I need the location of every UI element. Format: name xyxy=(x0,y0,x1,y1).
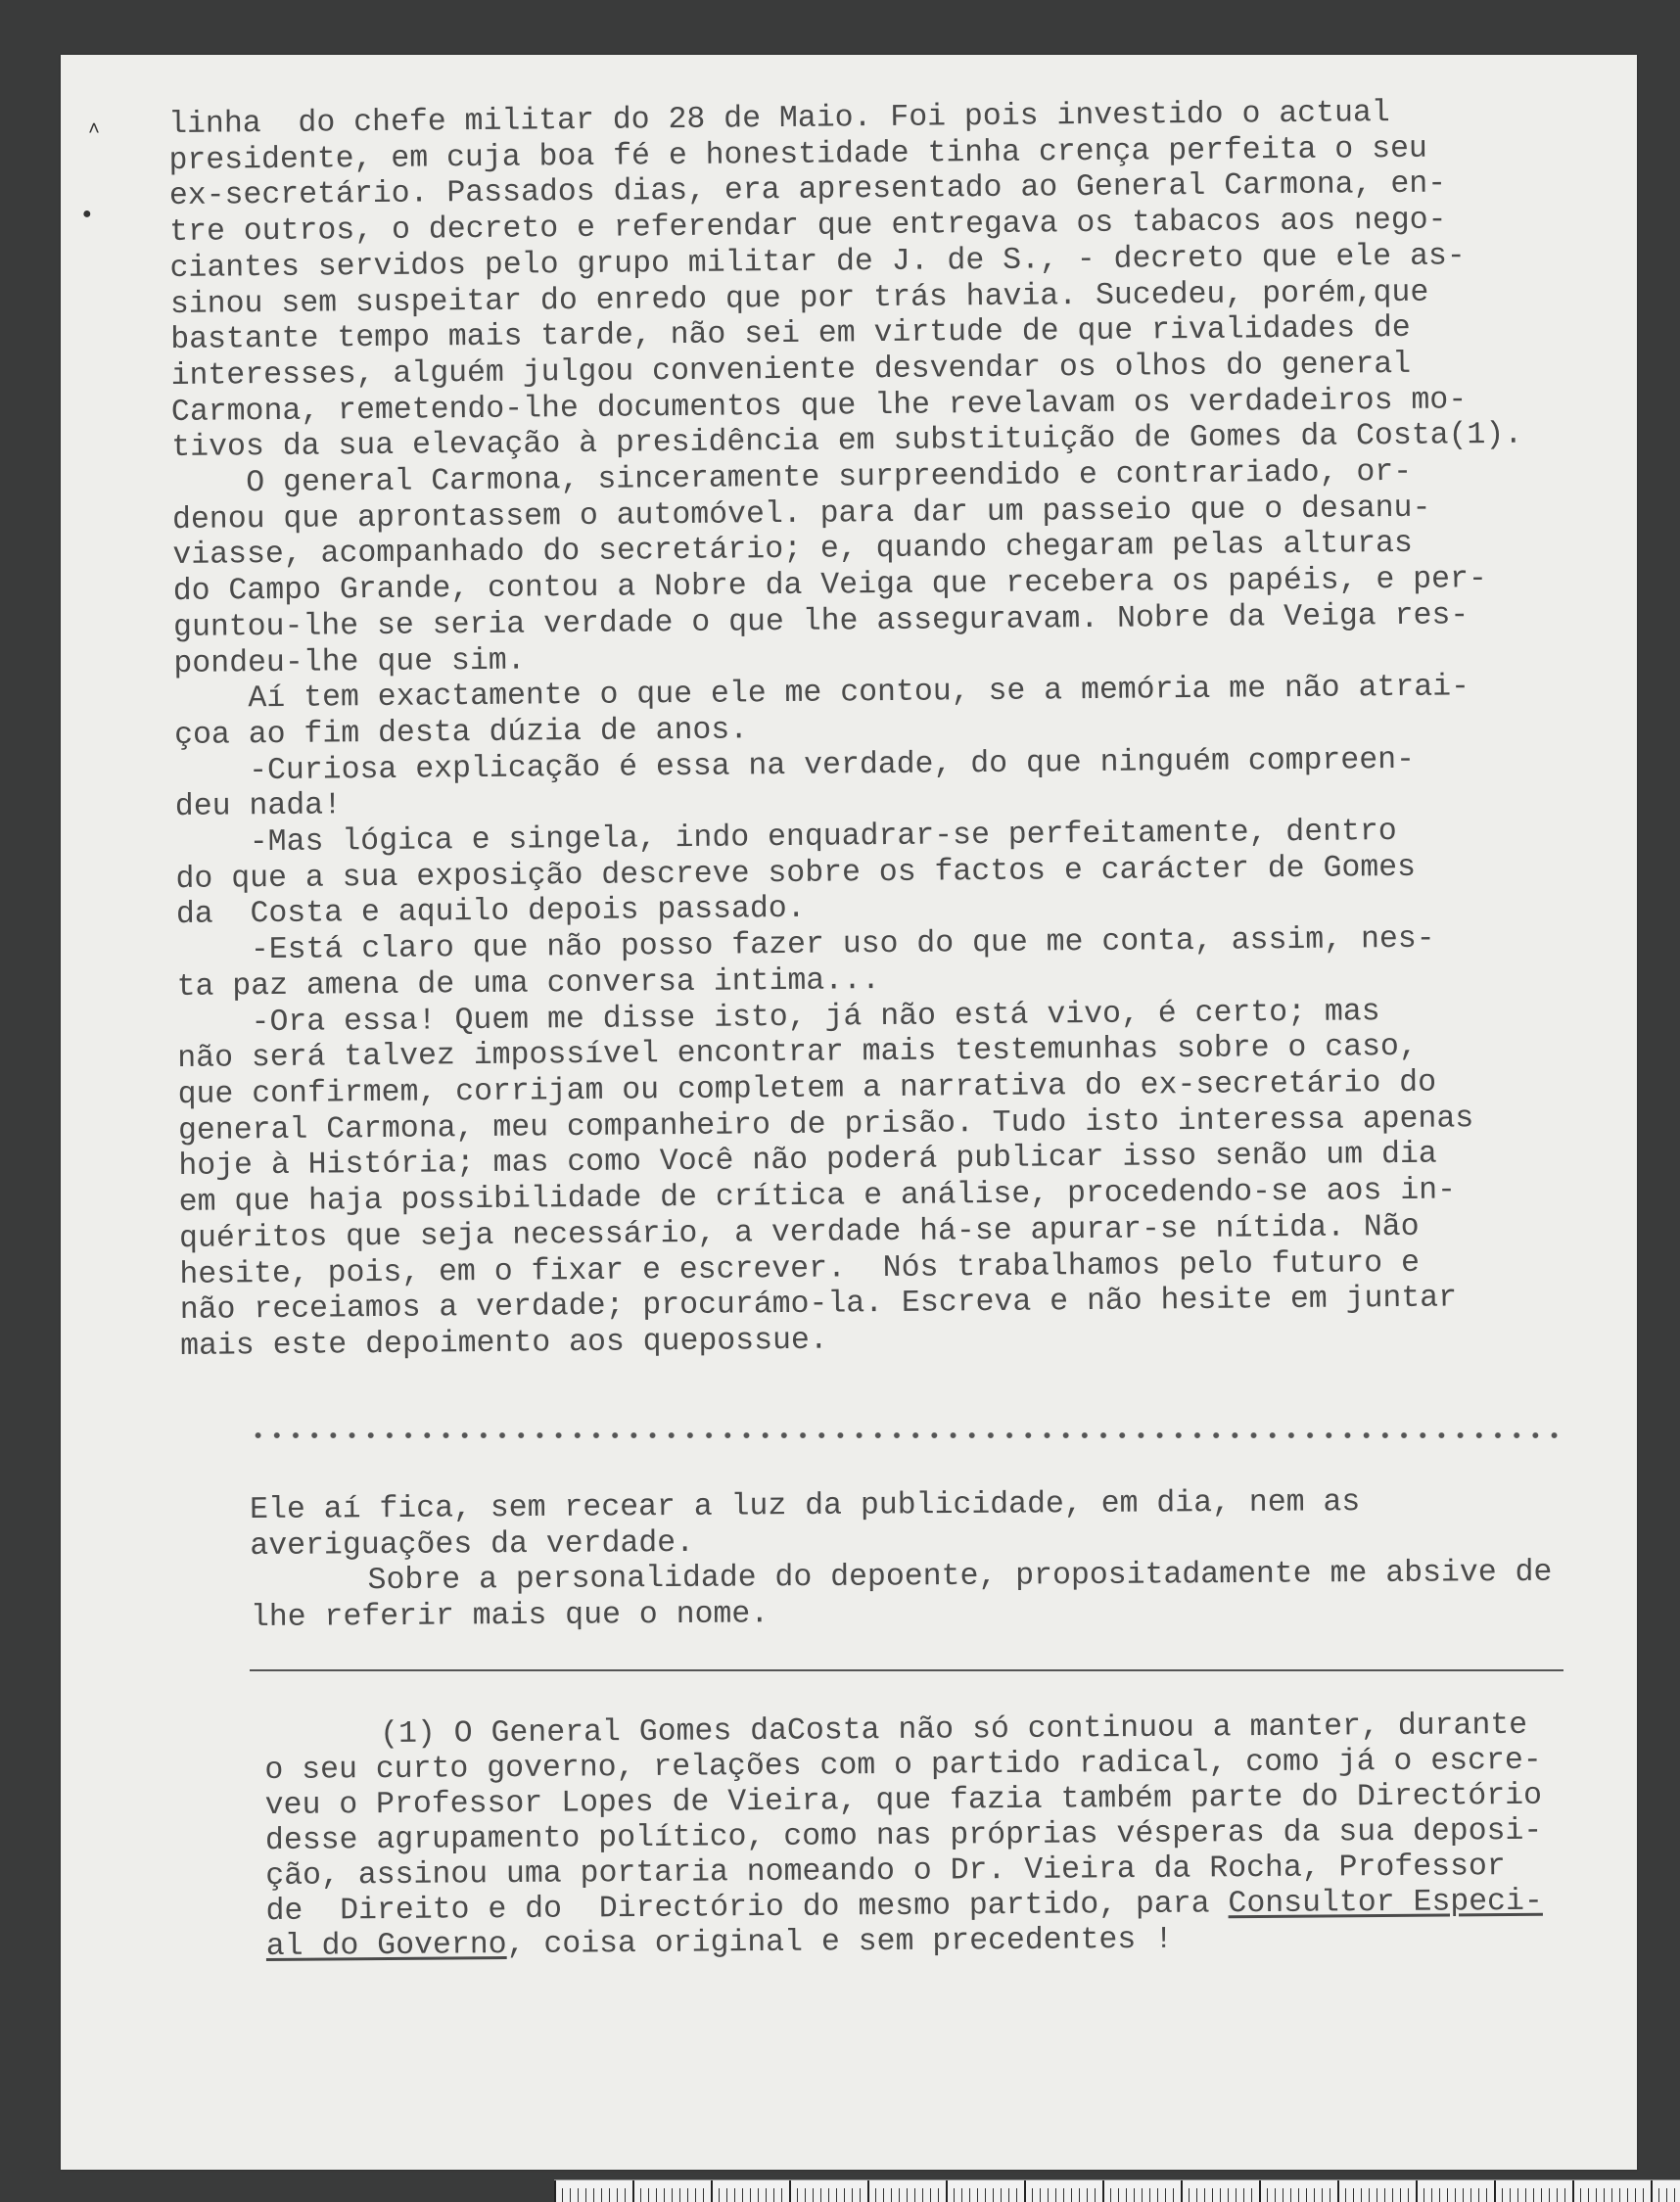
closing-line: Sobre a personalidade do depoente, propositadamente me absive de xyxy=(367,1556,1553,1599)
body-line: -Curiosa explicação é essa na verdade, do que ninguém compreen- xyxy=(174,742,1416,789)
footnote-text: de Direito e do Directório do mesmo partido, para xyxy=(265,1887,1229,1929)
body-line: em que haja possibilidade de crítica e análise, procedendo-se aos in- xyxy=(178,1173,1457,1221)
footnote xyxy=(264,1708,1637,1965)
body-line: ta paz amena de uma conversa intima... xyxy=(176,962,881,1005)
body-line: quéritos que seja necessário, a verdade há-se apurar-se nítida. Não xyxy=(178,1209,1420,1256)
body-line: Carmona, remetendo-lhe documentos que lhe revelavam os verdadeiros mo- xyxy=(170,382,1468,430)
body-line: çoa ao fim desta dúzia de anos. xyxy=(173,713,749,753)
body-line: deu nada! xyxy=(174,788,343,825)
closing-paragraph xyxy=(250,1483,1621,1637)
body-line: tre outros, o decreto e referendar que entregava os tabacos aos nego- xyxy=(169,203,1447,251)
footnote-rule xyxy=(250,1669,1563,1671)
body-text xyxy=(168,94,1590,1365)
body-line: ex-secretário. Passados dias, era apresentado ao General Carmona, en- xyxy=(168,166,1447,214)
body-line: Aí tem exactamente o que ele me contou, se a memória me não atrai- xyxy=(173,670,1470,718)
body-line: não receiamos a verdade; procurámo-la. Escreva e não hesite em juntar xyxy=(179,1281,1458,1329)
body-line: não será talvez impossível encontrar mais testemunhas sobre o caso, xyxy=(177,1030,1418,1077)
body-line: -Está claro que não posso fazer uso do que me conta, assim, nes- xyxy=(176,921,1435,969)
body-line: hoje à História; mas como Você não poderá publicar isso senão um dia xyxy=(178,1138,1437,1185)
closing-line: Ele aí fica, sem recear a luz da publicidade, em dia, nem as xyxy=(250,1485,1361,1527)
corner-mark: ˄ xyxy=(88,119,101,142)
dotted-separator xyxy=(249,1429,1561,1441)
body-line: O general Carmona, sinceramente surpreendido e contrariado, or- xyxy=(171,454,1413,502)
underlined-phrase: Consultor Especi- xyxy=(1228,1884,1543,1922)
body-line: bastante tempo mais tarde, não sei em virtude de que rivalidades de xyxy=(170,311,1411,358)
body-line: viasse, acompanhado do secretário; e, quando chegaram pelas alturas xyxy=(172,527,1414,574)
footnote-text: , coisa original e sem precedentes ! xyxy=(506,1922,1174,1963)
scale-ruler xyxy=(554,2179,1680,2202)
body-line: que confirmem, corrijam ou completem a narrativa do ex-secretário do xyxy=(177,1065,1437,1112)
closing-line: lhe referir mais que o nome. xyxy=(250,1597,770,1636)
body-line: presidente, em cuja boa fé e honestidade tinha crença perfeita o seu xyxy=(168,131,1428,178)
body-line: do Campo Grande, contou a Nobre da Veiga que recebera os papéis, e per- xyxy=(172,562,1487,610)
body-line: tivos da sua elevação à presidência em substituição de Gomes da Costa(1). xyxy=(171,418,1523,466)
closing-line: averiguações da verdade. xyxy=(250,1525,695,1564)
footnote-line: o seu curto governo, relações com o partido radical, como já o escre- xyxy=(264,1743,1542,1788)
body-line: sinou sem suspeitar do enredo que por trás havia. Sucedeu, porém,que xyxy=(169,275,1429,322)
body-line: interesses, alguém julgou conveniente desvendar os olhos do general xyxy=(170,347,1412,394)
footnote-line: desse agrupamento político, como nas próprias vésperas da sua deposi- xyxy=(264,1813,1543,1858)
body-line: linha do chefe militar do 28 de Maio. Foi pois investido o actual xyxy=(168,96,1390,142)
body-line: ciantes servidos pelo grupo militar de J. de S., - decreto que ele as- xyxy=(169,239,1466,286)
footnote-line: ção, assinou uma portaria nomeando o Dr. Vieira da Rocha, Professor xyxy=(265,1850,1506,1894)
margin-dot: ● xyxy=(82,206,92,223)
body-line: pondeu-lhe que sim. xyxy=(173,643,526,681)
body-line: do que a sua exposição descreve sobre os factos e carácter de Gomes xyxy=(175,850,1417,897)
underlined-phrase: al do Governo xyxy=(265,1928,507,1964)
footnote-line: (1) O General Gomes daCosta não só continuou a manter, durante xyxy=(379,1708,1528,1753)
body-line: denou que aprontassem o automóvel. para dar um passeio que o desanu- xyxy=(171,491,1431,538)
body-line: da Costa e aquilo depois passado. xyxy=(175,892,806,933)
body-line: guntou-lhe se seria verdade o que lhe asseguravam. Nobre da Veiga res- xyxy=(172,598,1470,645)
body-line: general Carmona, meu companheiro de prisão. Tudo isto interessa apenas xyxy=(177,1101,1474,1148)
body-line: -Mas lógica e singela, indo enquadrar-se perfeitamente, dentro xyxy=(175,815,1397,862)
body-line: mais este depoimento aos quepossue. xyxy=(179,1323,828,1364)
body-line: -Ora essa! Quem me disse isto, já não está vivo, é certo; mas xyxy=(176,994,1380,1041)
body-line: hesite, pois, em o fixar e escrever. Nós trabalhamos pelo futuro e xyxy=(179,1245,1421,1292)
footnote-line: veu o Professor Lopes de Vieira, que fazia também parte do Directório xyxy=(264,1778,1543,1823)
